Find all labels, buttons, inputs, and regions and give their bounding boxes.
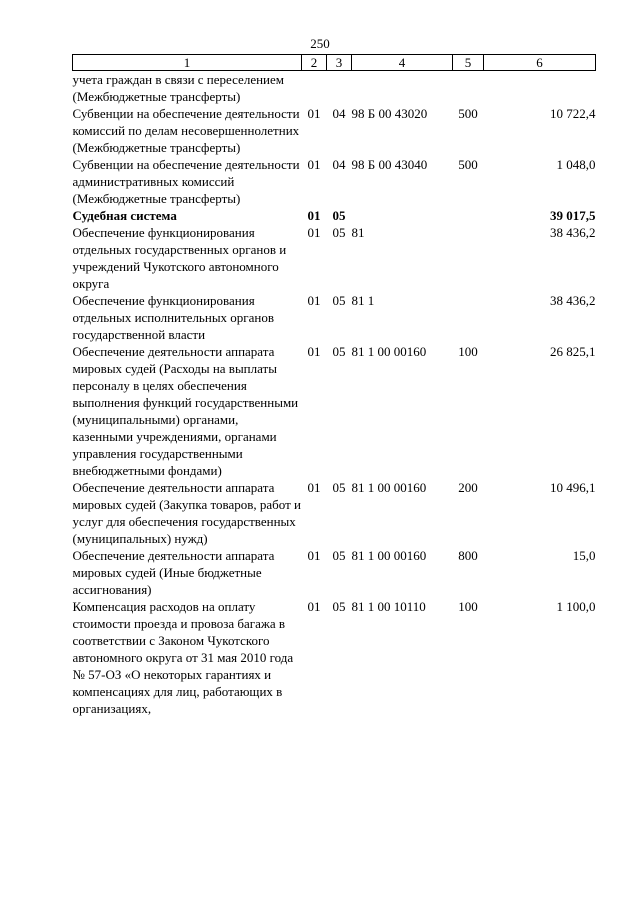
row-target-article: 98 Б 00 43040 bbox=[351, 157, 428, 172]
row-name: Субвенции на обеспечение деятельности административных комиссий (Межбюджетные трансферты) bbox=[72, 157, 300, 206]
page-number: 250 bbox=[310, 36, 330, 51]
row-subsection: 04 bbox=[332, 106, 346, 121]
row-name: Обеспечение деятельности аппарата мировых судей (Расходы на выплаты персоналу в целях обеспечения выполнения функций государственными (муниципальными) органами, казенными учреждениями, органами управления государственными внебюджетными фондами) bbox=[72, 344, 299, 478]
row-amount: 15,0 bbox=[572, 548, 596, 563]
row-section: 01 bbox=[307, 225, 321, 240]
row-target-article: 81 1 00 10110 bbox=[351, 599, 426, 614]
table-row bbox=[73, 105, 596, 156]
table-row bbox=[73, 71, 596, 106]
row-expense-type: 500 bbox=[458, 157, 478, 172]
header-col-1: 1 bbox=[73, 55, 302, 71]
table-row bbox=[73, 479, 596, 547]
row-section: 01 bbox=[307, 599, 321, 614]
row-name: Судебная система bbox=[72, 208, 177, 223]
row-target-article: 81 1 00 00160 bbox=[351, 480, 427, 495]
row-name: Обеспечение функционирования отдельных исполнительных органов государственной власти bbox=[72, 293, 274, 342]
row-section: 01 bbox=[307, 548, 321, 563]
row-section: 01 bbox=[307, 344, 321, 359]
header-col-2: 2 bbox=[302, 55, 327, 71]
row-subsection: 05 bbox=[332, 599, 346, 614]
row-subsection: 05 bbox=[332, 293, 346, 308]
row-subsection: 04 bbox=[332, 157, 346, 172]
row-section: 01 bbox=[307, 208, 321, 223]
row-section: 01 bbox=[307, 480, 321, 495]
row-name: Обеспечение функционирования отдельных государственных органов и учреждений Чукотского автономного округа bbox=[72, 225, 287, 291]
row-target-article: 81 1 bbox=[351, 293, 375, 308]
table-row bbox=[73, 224, 596, 292]
row-expense-type: 100 bbox=[458, 599, 478, 614]
row-expense-type bbox=[453, 71, 484, 106]
row-target-article bbox=[352, 71, 453, 106]
row-expense-type bbox=[453, 207, 484, 224]
row-section: 01 bbox=[307, 293, 321, 308]
row-amount: 1 100,0 bbox=[556, 599, 596, 614]
row-subsection: 05 bbox=[332, 480, 346, 495]
row-amount bbox=[484, 71, 596, 106]
row-name: Обеспечение деятельности аппарата мировых судей (Иные бюджетные ассигнования) bbox=[72, 548, 275, 597]
row-target-article: 81 1 00 00160 bbox=[351, 548, 427, 563]
row-amount: 39 017,5 bbox=[550, 208, 596, 223]
table-row bbox=[73, 207, 596, 224]
table-row bbox=[73, 156, 596, 207]
row-subsection: 05 bbox=[332, 225, 346, 240]
row-name: учета граждан в связи с переселением (Межбюджетные трансферты) bbox=[72, 72, 284, 104]
row-expense-type bbox=[453, 292, 484, 343]
row-section bbox=[302, 71, 327, 106]
row-name: Компенсация расходов на оплату стоимости проезда и провоза багажа в соответствии с Законом Чукотского автономного округа от 31 мая 2010 года № 57-ОЗ «О некоторых гарантиях и компенсациях для лиц, работающих в организациях, bbox=[72, 599, 294, 716]
row-target-article bbox=[352, 207, 453, 224]
row-subsection: 05 bbox=[332, 208, 346, 223]
row-target-article: 98 Б 00 43020 bbox=[351, 106, 428, 121]
row-amount: 26 825,1 bbox=[550, 344, 596, 359]
row-subsection: 05 bbox=[332, 548, 346, 563]
row-name: Обеспечение деятельности аппарата мировых судей (Закупка товаров, работ и услуг для обеспечения государственных (муниципальных) нужд) bbox=[72, 480, 302, 546]
table-row bbox=[73, 547, 596, 598]
row-amount: 10 722,4 bbox=[550, 106, 596, 121]
table-header-row bbox=[73, 55, 596, 71]
header-col-5: 5 bbox=[453, 55, 484, 71]
row-target-article: 81 bbox=[351, 225, 365, 240]
row-amount: 10 496,1 bbox=[550, 480, 596, 495]
row-subsection bbox=[327, 71, 352, 106]
row-section: 01 bbox=[307, 106, 321, 121]
row-expense-type: 100 bbox=[458, 344, 478, 359]
row-amount: 1 048,0 bbox=[556, 157, 596, 172]
header-col-4: 4 bbox=[352, 55, 453, 71]
table-row bbox=[73, 598, 596, 717]
row-expense-type: 200 bbox=[458, 480, 478, 495]
table-row bbox=[73, 292, 596, 343]
row-name: Субвенции на обеспечение деятельности комиссий по делам несовершеннолетних (Межбюджетные трансферты) bbox=[72, 106, 300, 155]
row-expense-type bbox=[453, 224, 484, 292]
table-row bbox=[73, 343, 596, 479]
row-expense-type: 800 bbox=[458, 548, 478, 563]
row-expense-type: 500 bbox=[458, 106, 478, 121]
row-target-article: 81 1 00 00160 bbox=[351, 344, 427, 359]
row-amount: 38 436,2 bbox=[550, 225, 596, 240]
row-section: 01 bbox=[307, 157, 321, 172]
row-subsection: 05 bbox=[332, 344, 346, 359]
row-amount: 38 436,2 bbox=[550, 293, 596, 308]
header-col-3: 3 bbox=[327, 55, 352, 71]
table-body bbox=[73, 71, 596, 718]
header-col-6: 6 bbox=[484, 55, 596, 71]
budget-table bbox=[72, 54, 596, 717]
